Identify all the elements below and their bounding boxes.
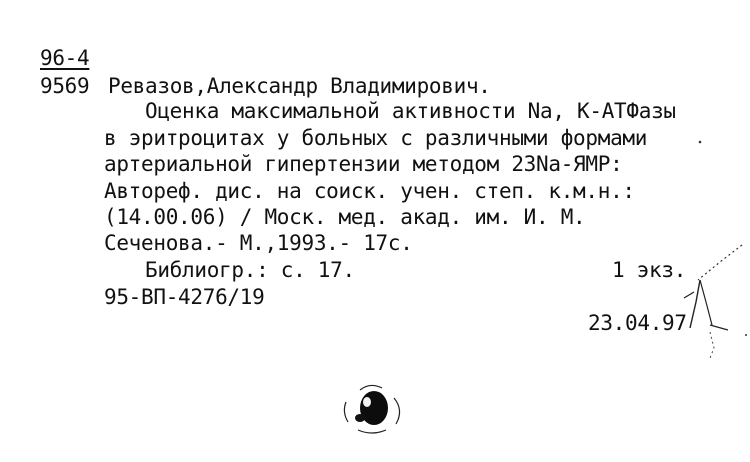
title-line: Сеченова.- М.,1993.- 17с. (104, 231, 413, 255)
ink-dot-icon (696, 138, 704, 146)
punch-hole-blot-icon (338, 380, 406, 438)
title-line: артериальной гипертензии методом 23Na-ЯМР: (104, 152, 623, 176)
shelf-code: 96-4 (40, 46, 90, 70)
title-line: Автореф. дис. на соиск. учен. степ. к.м.н.: (104, 179, 635, 203)
bibliography-note: Библиогр.: с. 17. (145, 258, 355, 282)
author-name: Ревазов,Александр Владимирович. (108, 74, 491, 98)
copies-count: 1 экз. (612, 258, 687, 282)
title-line: в эритроцитах у больных с различными формами (104, 126, 648, 150)
handwritten-mark-icon (670, 240, 750, 365)
title-line: Оценка максимальной активности Na, К-АТФазы (145, 99, 676, 123)
date-stamp: 23.04.97 (588, 311, 687, 335)
accession-number: 95-ВП-4276/19 (104, 285, 265, 309)
title-line: (14.00.06) / Моск. мед. акад. им. И. М. (104, 205, 586, 229)
record-number: 9569 (40, 74, 90, 98)
